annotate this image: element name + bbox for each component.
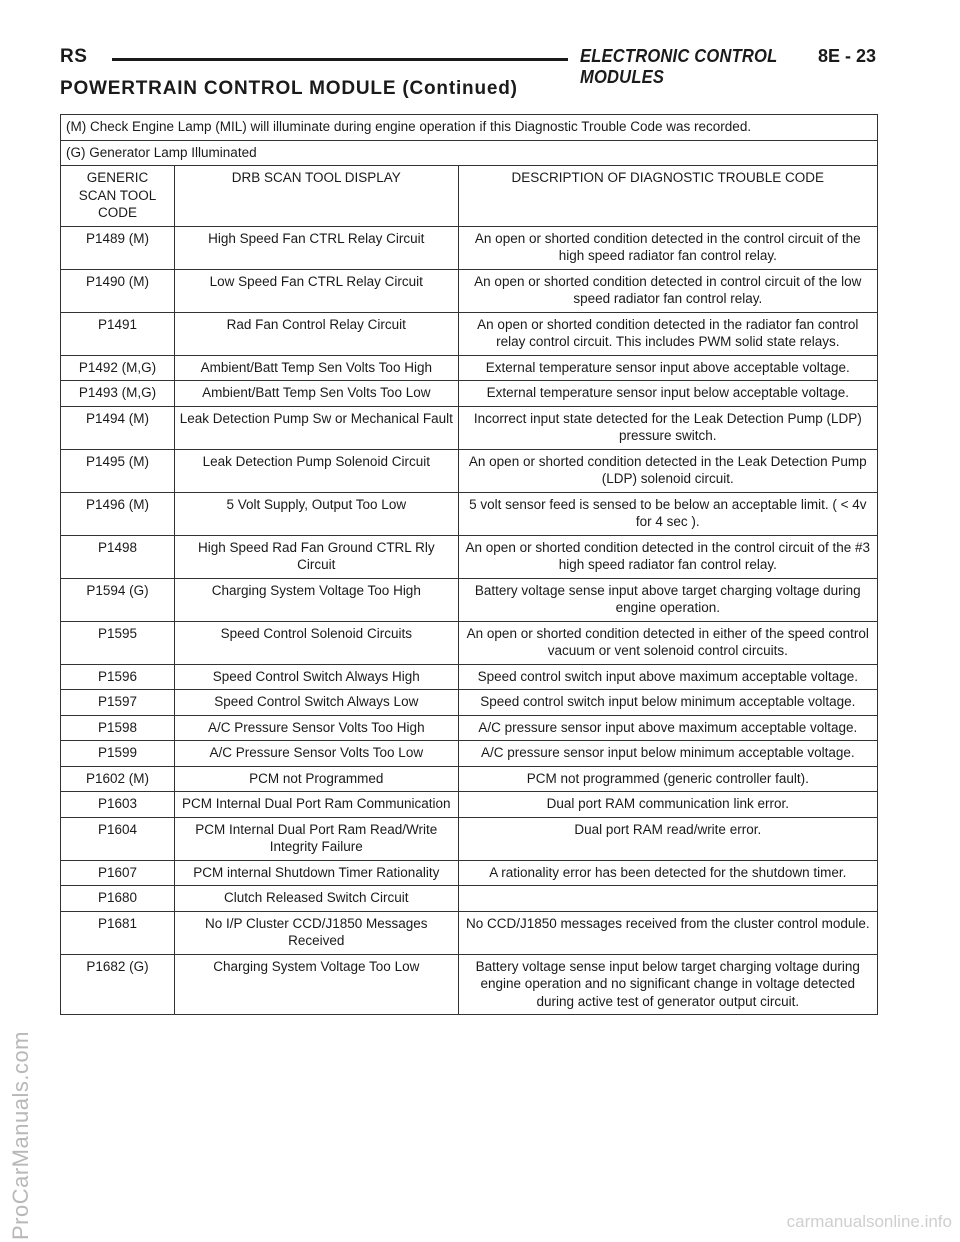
dtc-description: Battery voltage sense input below target charging voltage during engine operation and no significant change in voltage detected during active test of generator output circuit. — [458, 954, 877, 1015]
table-row — [61, 741, 878, 767]
dtc-display: Charging System Voltage Too High — [174, 578, 458, 621]
table-row — [61, 792, 878, 818]
table-row — [61, 492, 878, 535]
dtc-display: Ambient/Batt Temp Sen Volts Too Low — [174, 381, 458, 407]
dtc-code: P1597 — [61, 690, 175, 716]
note-row — [61, 115, 878, 141]
dtc-display: PCM internal Shutdown Timer Rationality — [174, 860, 458, 886]
note-mil: (M) Check Engine Lamp (MIL) will illuminate during engine operation if this Diagnostic Trouble Code was recorded. — [61, 115, 878, 141]
table-row — [61, 578, 878, 621]
dtc-code: P1594 (G) — [61, 578, 175, 621]
dtc-display: No I/P Cluster CCD/J1850 Messages Received — [174, 911, 458, 954]
table-row — [61, 664, 878, 690]
dtc-code: P1680 — [61, 886, 175, 912]
dtc-code: P1489 (M) — [61, 226, 175, 269]
dtc-code: P1494 (M) — [61, 406, 175, 449]
table-row — [61, 690, 878, 716]
dtc-display: Speed Control Solenoid Circuits — [174, 621, 458, 664]
dtc-description: A/C pressure sensor input above maximum acceptable voltage. — [458, 715, 877, 741]
dtc-code: P1596 — [61, 664, 175, 690]
dtc-description: Incorrect input state detected for the Leak Detection Pump (LDP) pressure switch. — [458, 406, 877, 449]
dtc-description: An open or shorted condition detected in either of the speed control vacuum or vent solenoid control circuits. — [458, 621, 877, 664]
dtc-code: P1599 — [61, 741, 175, 767]
dtc-description: Battery voltage sense input above target charging voltage during engine operation. — [458, 578, 877, 621]
dtc-display: A/C Pressure Sensor Volts Too Low — [174, 741, 458, 767]
dtc-display: Leak Detection Pump Sw or Mechanical Fault — [174, 406, 458, 449]
dtc-display: High Speed Fan CTRL Relay Circuit — [174, 226, 458, 269]
dtc-description: Dual port RAM read/write error. — [458, 817, 877, 860]
dtc-description: 5 volt sensor feed is sensed to be below an acceptable limit. ( < 4v for 4 sec ). — [458, 492, 877, 535]
dtc-code: P1493 (M,G) — [61, 381, 175, 407]
dtc-code: P1681 — [61, 911, 175, 954]
dtc-code: P1602 (M) — [61, 766, 175, 792]
dtc-code: P1498 — [61, 535, 175, 578]
dtc-code: P1491 — [61, 312, 175, 355]
table-row — [61, 621, 878, 664]
table-row — [61, 715, 878, 741]
table-row — [61, 535, 878, 578]
dtc-description: An open or shorted condition detected in the control circuit of the high speed radiator fan control relay. — [458, 226, 877, 269]
table-row — [61, 817, 878, 860]
page-number: 8E - 23 — [817, 46, 876, 66]
dtc-display: PCM Internal Dual Port Ram Read/Write Integrity Failure — [174, 817, 458, 860]
dtc-description: Dual port RAM communication link error. — [458, 792, 877, 818]
header-vehicle-code: RS — [60, 46, 88, 67]
dtc-description: An open or shorted condition detected in the Leak Detection Pump (LDP) solenoid circuit. — [458, 449, 877, 492]
header-title: ELECTRONIC CONTROL MODULES — [580, 46, 778, 87]
note-row — [61, 140, 878, 166]
table-row — [61, 954, 878, 1015]
dtc-code: P1495 (M) — [61, 449, 175, 492]
dtc-display: PCM Internal Dual Port Ram Communication — [174, 792, 458, 818]
table-row — [61, 911, 878, 954]
dtc-description: An open or shorted condition detected in control circuit of the low speed radiator fan control relay. — [458, 269, 877, 312]
dtc-display: Rad Fan Control Relay Circuit — [174, 312, 458, 355]
table-row — [61, 355, 878, 381]
column-header-display: DRB SCAN TOOL DISPLAY — [174, 166, 458, 227]
dtc-description: A/C pressure sensor input below minimum acceptable voltage. — [458, 741, 877, 767]
table-row — [61, 406, 878, 449]
dtc-code: P1603 — [61, 792, 175, 818]
table-row — [61, 886, 878, 912]
dtc-description: A rationality error has been detected for the shutdown timer. — [458, 860, 877, 886]
table-row — [61, 381, 878, 407]
dtc-display: Speed Control Switch Always High — [174, 664, 458, 690]
header-rule — [112, 58, 568, 61]
dtc-description: External temperature sensor input above acceptable voltage. — [458, 355, 877, 381]
dtc-description: No CCD/J1850 messages received from the cluster control module. — [458, 911, 877, 954]
column-header-row — [61, 166, 878, 227]
dtc-description: PCM not programmed (generic controller fault). — [458, 766, 877, 792]
table-row — [61, 766, 878, 792]
column-header-code: GENERIC SCAN TOOL CODE — [61, 166, 175, 227]
dtc-description: Speed control switch input below minimum acceptable voltage. — [458, 690, 877, 716]
dtc-display: Leak Detection Pump Solenoid Circuit — [174, 449, 458, 492]
dtc-display: High Speed Rad Fan Ground CTRL Rly Circuit — [174, 535, 458, 578]
column-header-description: DESCRIPTION OF DIAGNOSTIC TROUBLE CODE — [458, 166, 877, 227]
table-row — [61, 860, 878, 886]
dtc-display: Speed Control Switch Always Low — [174, 690, 458, 716]
dtc-description: External temperature sensor input below acceptable voltage. — [458, 381, 877, 407]
page-header — [60, 46, 876, 87]
table-row — [61, 449, 878, 492]
dtc-display: PCM not Programmed — [174, 766, 458, 792]
dtc-code: P1492 (M,G) — [61, 355, 175, 381]
dtc-display: A/C Pressure Sensor Volts Too High — [174, 715, 458, 741]
table-row — [61, 226, 878, 269]
dtc-code: P1496 (M) — [61, 492, 175, 535]
dtc-description: An open or shorted condition detected in the control circuit of the #3 high speed radiator fan control relay. — [458, 535, 877, 578]
dtc-code: P1604 — [61, 817, 175, 860]
dtc-description: An open or shorted condition detected in the radiator fan control relay control circuit. This includes PWM solid state relays. — [458, 312, 877, 355]
dtc-code: P1598 — [61, 715, 175, 741]
dtc-table — [60, 114, 878, 1015]
dtc-display: Clutch Released Switch Circuit — [174, 886, 458, 912]
dtc-description — [458, 886, 877, 912]
dtc-code: P1490 (M) — [61, 269, 175, 312]
dtc-code: P1682 (G) — [61, 954, 175, 1015]
dtc-code: P1595 — [61, 621, 175, 664]
dtc-display: Ambient/Batt Temp Sen Volts Too High — [174, 355, 458, 381]
dtc-code: P1607 — [61, 860, 175, 886]
dtc-description: Speed control switch input above maximum acceptable voltage. — [458, 664, 877, 690]
dtc-display: Low Speed Fan CTRL Relay Circuit — [174, 269, 458, 312]
dtc-display: Charging System Voltage Too Low — [174, 954, 458, 1015]
note-generator: (G) Generator Lamp Illuminated — [61, 140, 878, 166]
dtc-display: 5 Volt Supply, Output Too Low — [174, 492, 458, 535]
footer-url: carmanualsonline.info — [786, 1212, 952, 1231]
table-row — [61, 269, 878, 312]
watermark: ProCarManuals.com — [8, 1030, 33, 1240]
table-row — [61, 312, 878, 355]
section-title: POWERTRAIN CONTROL MODULE (Continued) — [60, 78, 518, 99]
